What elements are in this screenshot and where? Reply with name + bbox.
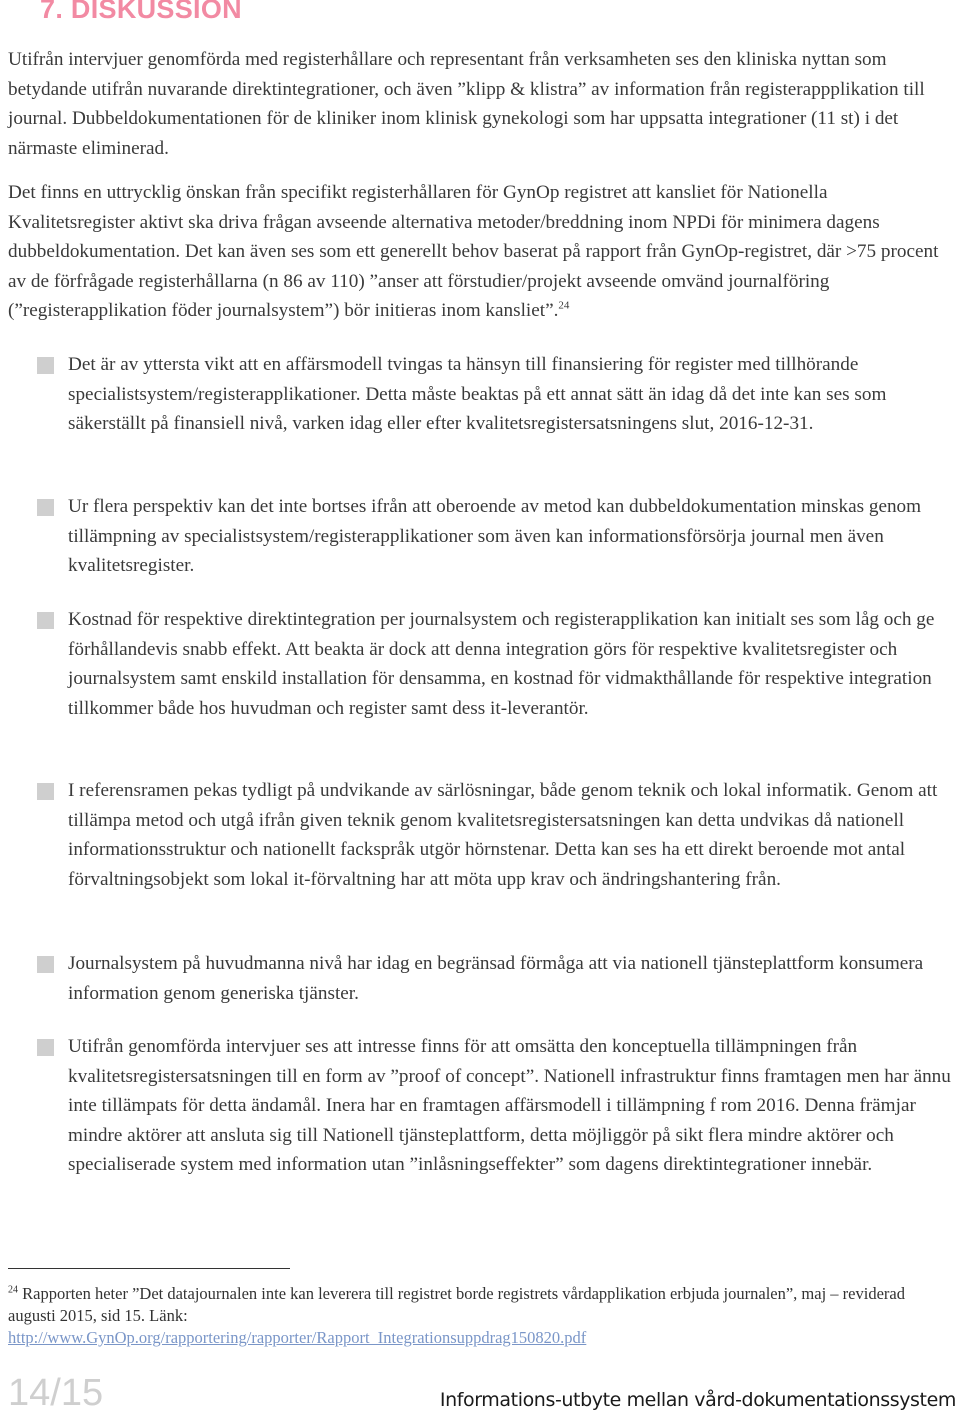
bullet-square-icon — [37, 357, 54, 374]
page-number: 14/15 — [8, 1372, 104, 1414]
intro-paragraph: Utifrån intervjuer genomförda med registerhållare och representant från verksamheten ses den kliniska nyttan som betydande utifrån nuvarande direktintegrationer, och även ”klipp & klistra” av information från registerappplikation till journal. Dubbeldokumentationen för de kliniker inom klinisk gynekologi som har uppsatta integrationer (11 st) i det närmaste eliminerad. — [8, 49, 925, 159]
bullet-square-icon — [37, 956, 54, 973]
bullet-square-icon — [37, 499, 54, 516]
footnote-text: Rapporten heter ”Det datajournalen inte kan leverera till registret borde registrets vårdapplikation erbjuda journalen”, maj – reviderad augusti 2015, sid 15. Länk: — [8, 1284, 905, 1325]
bullet-item: Kostnad för respektive direktintegration per journalsystem och registerapplikation kan initialt ses som låg och ge förhållandevis snabb effekt. Att beakta är dock att denna integration görs för respektive kvalitetsregister och journalsystem samt enskild installation för densamma, en kostnad för vidmakthållande för respektive integration tillkommer både hos huvudman och register samt dess it-leverantör. — [68, 609, 935, 719]
bullet-item: I referensramen pekas tydligt på undvikande av särlösningar, både genom teknik och lokal informatik. Genom att tillämpa metod och utgå ifrån given teknik genom kvalitetsregistersatsningen kan detta undvikas då nationell informationsstruktur och nationellt fackspråk utgör hörnstenar. Detta kan ses ha ett direkt beroende mot antal förvaltningsobjekt som lokal it-förvaltning har att möta upp krav och ändringshantering från. — [68, 780, 938, 890]
wish-paragraph: Det finns en uttrycklig önskan från specifikt registerhållaren för GynOp registret att kansliet för Nationella Kvalitetsregister aktivt ska driva frågan avseende alternativa metoder/breddning inom NPDi för minimera dagens dubbeldokumentation. Det kan även ses som ett generellt behov baserat på rapport från GynOp-registret, där >75 procent av de förfrågade registerhållarna (n 86 av 110) ”anser att förstudier/projekt avseende omvänd journalföring (”registerapplikation föder journalsystem”) bör initieras inom kansliet”.$^{24}$ — [8, 182, 939, 321]
bullet-item: Utifrån genomförda intervjuer ses att intresse finns för att omsätta den konceptuella tillämpningen från kvalitetsregistersatsningen till en form av ”proof of concept”. Nationell infrastruktur finns framtagen men har ännu inte tillämpats för detta ändamål. Inera har en framtagen affärsmodell i tillämpning f rom 2016. Denna främjar mindre aktörer att ansluta sig till Nationell tjänsteplattform, detta möjliggör på sikt flera mindre aktörer och specialiserade system med information utan ”inlåsningseffekter” som dagens direktintegrationer innebär. — [68, 1036, 951, 1176]
footnote-number: 24 — [8, 1284, 18, 1296]
bullet-item: Ur flera perspektiv kan det inte bortses ifrån att oberoende av metod kan dubbeldokumentation minskas genom tillämpning av specialistsystem/registerapplikationer som även kan informationsförsörja journal men även kvalitetsregister. — [68, 496, 922, 577]
running-footer: Informations-utbyte mellan vård-dokumentationssystem — [439, 1389, 956, 1411]
bullet-item: Det är av yttersta vikt att en affärsmodell tvingas ta hänsyn till finansiering för register med tillhörande specialistsystem/registerapplikationer. Detta måste beaktas på ett annat sätt än idag då det inte kan ses som säkerställt på finansiell nivå, varken idag eller efter kvalitetsregistersatsningens slut, 2016-12-31. — [68, 354, 887, 435]
bullet-square-icon — [37, 783, 54, 800]
bullet-item: Journalsystem på huvudmanna nivå har idag en begränsad förmåga att via nationell tjänsteplattform konsumera information genom generiska tjänster. — [68, 953, 924, 1004]
bullet-square-icon — [37, 1039, 54, 1056]
footnote-divider — [8, 1268, 290, 1269]
footnote-link[interactable]: http://www.GynOp.org/rapportering/rapporter/Rapport_Integrationsuppdrag150820.pdf — [8, 1328, 587, 1347]
footnote-ref[interactable]: 24 — [558, 299, 570, 312]
footnote — [8, 1283, 956, 1349]
section-heading: 7. DISKUSSION — [40, 0, 242, 24]
bullet-square-icon — [37, 612, 54, 629]
